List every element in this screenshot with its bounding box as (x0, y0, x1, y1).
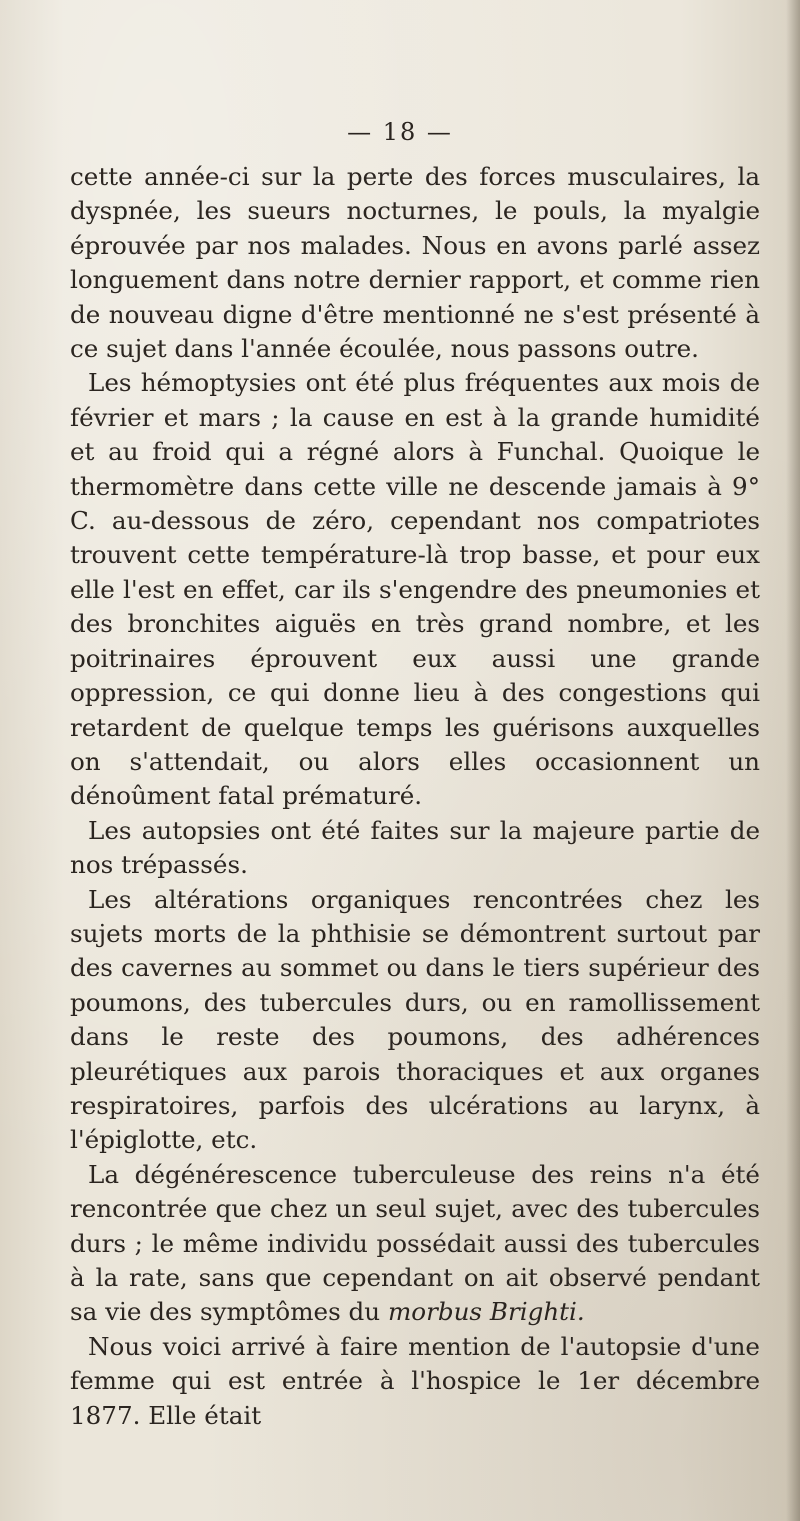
morbus-brighti-term: morbus Brighti. (387, 1297, 585, 1327)
paragraph-autopsie-femme: Nous voici arrivé à faire mention de l'autopsie d'une femme qui est entrée à l'hospice le 1er décembre 1877. Elle était (70, 1331, 760, 1430)
page-body-text (70, 160, 760, 1433)
paragraph-autopsies: Les autopsies ont été faites sur la majeure partie de nos trépassés. (70, 815, 760, 880)
page-number: — 18 — (347, 118, 453, 146)
paragraph-continued: cette année-ci sur la perte des forces musculaires, la dyspnée, les sueurs nocturnes, le pouls, la myalgie éprouvée par nos malades. Nous en avons parlé assez longuement dans notre dernier rapport, et comme rien de nouveau digne d'être mentionné ne s'est présenté à ce sujet dans l'année écoulée, nous passons outre. (70, 162, 760, 364)
paragraph-degenerescence-text: La dégénérescence tuberculeuse des reins n'a été rencontrée que chez un seul sujet, avec des tubercules durs ; le même individu possédait aussi des tubercules à la rate, sans que cependant on ait observé pendant sa vie des symptômes du (70, 1159, 760, 1327)
paragraph-hemoptysies: Les hémoptysies ont été plus fréquentes aux mois de février et mars ; la cause en est à la grande humidité et au froid qui a régné alors à Funchal. Quoique le thermomètre dans cette ville ne descende jamais à 9° C. au-dessous de zéro, cependant nos compatriotes trouvent cette température-là trop basse, et pour eux elle l'est en effet, car ils s'engendre des pneumonies et des bronchites aiguës en très grand nombre, et les poitrinaires éprouvent eux aussi une grande oppression, ce qui donne lieu à des congestions qui retardent de quelque temps les guérisons auxquelles on s'attendait, ou alors elles occasionnent un dénoûment fatal prématuré. (70, 368, 760, 811)
paragraph-alterations: Les altérations organiques rencontrées chez les sujets morts de la phthisie se démontrent surtout par des cavernes au sommet ou dans le tiers supérieur des poumons, des tubercules durs, ou en ramollissement dans le reste des poumons, des adhérences pleurétiques aux parois thoraciques et aux organes respiratoires, parfois des ulcérations au larynx, à l'épiglotte, etc. (70, 884, 760, 1155)
page-edge-shadow (786, 0, 800, 1521)
paragraph-degenerescence (70, 1158, 760, 1330)
